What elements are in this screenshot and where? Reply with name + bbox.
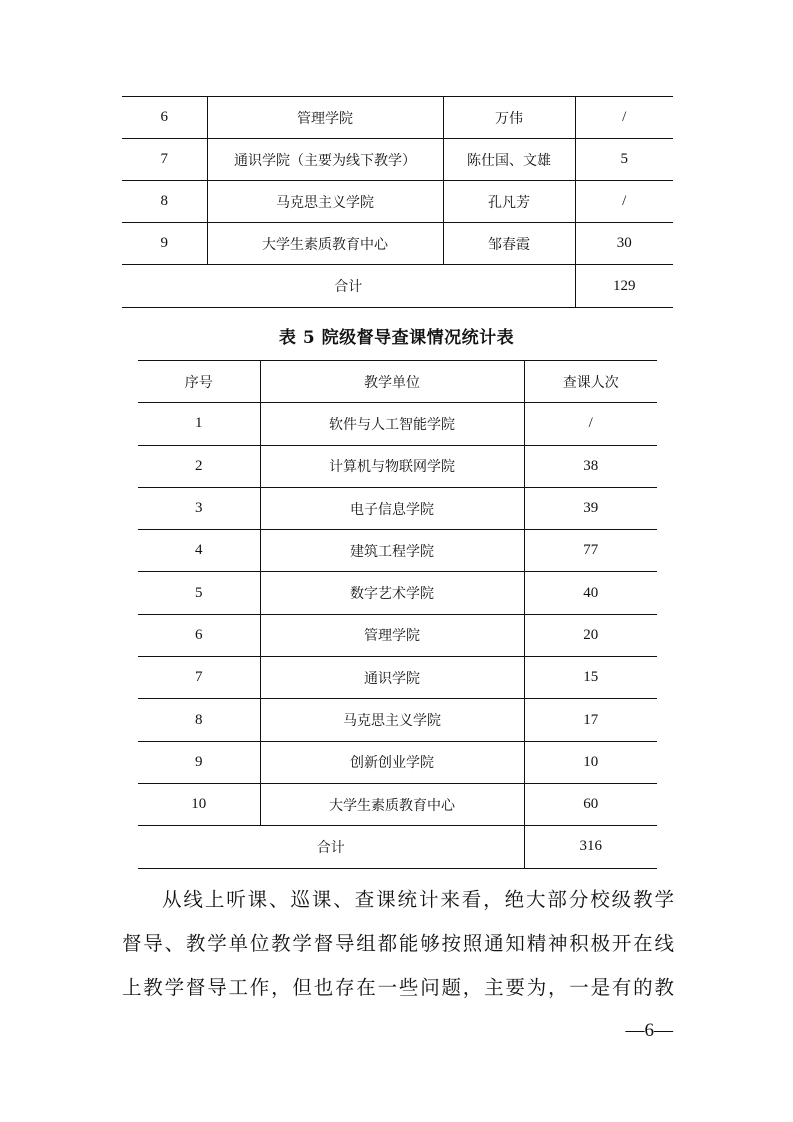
- row-number: 7: [122, 139, 207, 181]
- row-number: 10: [138, 783, 260, 825]
- table-row: [138, 783, 657, 825]
- check-count: /: [575, 181, 673, 223]
- table-row: [138, 487, 657, 529]
- row-number: 8: [138, 699, 260, 741]
- teaching-unit: 通识学院: [260, 657, 524, 699]
- total-value: 129: [575, 265, 673, 308]
- row-number: 6: [122, 97, 207, 139]
- check-count: 77: [524, 530, 657, 572]
- table-row: [138, 614, 657, 656]
- table-row: [122, 139, 673, 181]
- supervisor-name: 陈仕国、文雄: [443, 139, 575, 181]
- body-paragraph: [122, 878, 674, 1010]
- table5-supervision-stats: [138, 360, 657, 869]
- table-header-row: [138, 361, 657, 403]
- table-row: [122, 97, 673, 139]
- table-row: [138, 741, 657, 783]
- teaching-unit: 大学生素质教育中心: [260, 783, 524, 825]
- check-count: /: [575, 97, 673, 139]
- teaching-unit: 管理学院: [207, 97, 443, 139]
- teaching-unit: 计算机与物联网学院: [260, 445, 524, 487]
- check-count: 60: [524, 783, 657, 825]
- row-number: 3: [138, 487, 260, 529]
- row-number: 6: [138, 614, 260, 656]
- total-label: 合计: [122, 265, 575, 308]
- teaching-unit: 大学生素质教育中心: [207, 223, 443, 265]
- teaching-unit: 软件与人工智能学院: [260, 403, 524, 445]
- check-count: 39: [524, 487, 657, 529]
- total-value: 316: [524, 826, 657, 868]
- row-number: 2: [138, 445, 260, 487]
- table-row: [138, 530, 657, 572]
- paragraph-line: 上教学督导工作，但也存在一些问题，主要为，一是有的教: [122, 976, 674, 999]
- supervisor-name: 邹春霞: [443, 223, 575, 265]
- total-label: 合计: [138, 826, 524, 868]
- row-number: 5: [138, 572, 260, 614]
- table-row: [122, 181, 673, 223]
- teaching-unit: 通识学院（主要为线下教学）: [207, 139, 443, 181]
- teaching-unit: 数字艺术学院: [260, 572, 524, 614]
- supervisor-name: 孔凡芳: [443, 181, 575, 223]
- total-row: [122, 265, 673, 308]
- row-number: 9: [138, 741, 260, 783]
- table-row: [138, 699, 657, 741]
- row-number: 7: [138, 657, 260, 699]
- teaching-unit: 电子信息学院: [260, 487, 524, 529]
- check-count: 38: [524, 445, 657, 487]
- row-number: 9: [122, 223, 207, 265]
- check-count: 40: [524, 572, 657, 614]
- teaching-unit: 创新创业学院: [260, 741, 524, 783]
- teaching-unit: 马克思主义学院: [207, 181, 443, 223]
- teaching-unit: 马克思主义学院: [260, 699, 524, 741]
- table-row: [138, 403, 657, 445]
- check-count: /: [524, 403, 657, 445]
- header-serial-number: 序号: [138, 361, 260, 403]
- table5-caption: 表 5 院级督导查课情况统计表: [278, 328, 515, 348]
- previous-table-continuation: [122, 96, 673, 308]
- supervisor-name: 万伟: [443, 97, 575, 139]
- paragraph-line: 从线上听课、巡课、查课统计来看，绝大部分校级教学: [162, 888, 674, 911]
- header-check-count: 查课人次: [524, 361, 657, 403]
- check-count: 5: [575, 139, 673, 181]
- check-count: 30: [575, 223, 673, 265]
- check-count: 10: [524, 741, 657, 783]
- row-number: 1: [138, 403, 260, 445]
- row-number: 8: [122, 181, 207, 223]
- check-count: 15: [524, 657, 657, 699]
- teaching-unit: 建筑工程学院: [260, 530, 524, 572]
- row-number: 4: [138, 530, 260, 572]
- paragraph-line: 督导、教学单位教学督导组都能够按照通知精神积极开在线: [122, 932, 674, 955]
- check-count: 17: [524, 699, 657, 741]
- table-row: [122, 223, 673, 265]
- header-teaching-unit: 教学单位: [260, 361, 524, 403]
- teaching-unit: 管理学院: [260, 614, 524, 656]
- table-row: [138, 657, 657, 699]
- table-row: [138, 572, 657, 614]
- table-row: [138, 445, 657, 487]
- total-row: [138, 826, 657, 868]
- check-count: 20: [524, 614, 657, 656]
- page-number: —6—: [625, 1020, 673, 1041]
